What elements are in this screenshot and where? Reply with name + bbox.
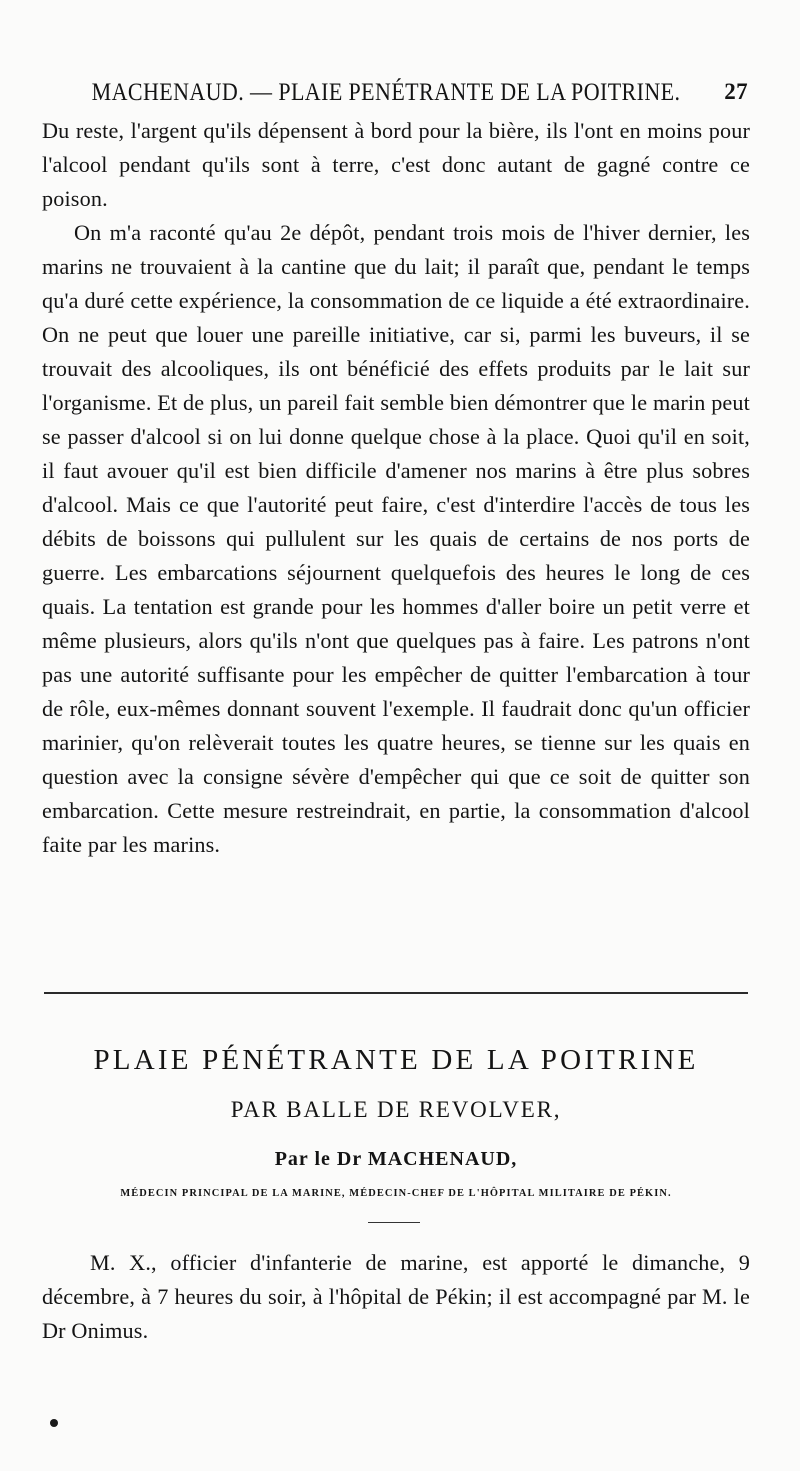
author-byline: Par le Dr MACHENAUD, <box>274 1148 518 1170</box>
previous-article-text <box>42 114 750 862</box>
paragraph-milk-canteen: On m'a raconté qu'au 2e dépôt, pendant trois mois de l'hiver dernier, les marins ne trouvaient à la cantine que du lait; il paraît que, pendant le temps qu'a duré cette expérience, la consommation de ce liquide a été extraordinaire. On ne peut que louer une pareille initiative, car si, parmi les buveurs, il se trouvait des alcooliques, ils ont bénéficié des effets produits par le lait sur l'organisme. Et de plus, un pareil fait semble bien démontrer que le marin peut se passer d'alcool si on lui donne quelque chose à la place. Quoi qu'il en soit, il faut avouer qu'il est bien difficile d'amener nos marins à être plus sobres d'alcool. Mais ce que l'autorité peut faire, c'est d'interdire l'accès de tous les débits de boissons qui pullulent sur les quais de certains de nos ports de guerre. Les embarcations séjournent quelquefois des heures le long de ces quais. La tentation est grande pour les hommes d'aller boire un petit verre et même plusieurs, alors qu'ils n'ont que quelques pas à faire. Les patrons n'ont pas une autorité suffisante pour les empêcher de quitter l'embarcation à tour de rôle, eux-mêmes donnant souvent l'exemple. Il faudrait donc qu'un officier marinier, qu'on relèverait toutes les quatre heures, se tienne sur les quais en question avec la consigne sévère d'empêcher qui que ce soit de quitter son embarcation. Cette mesure restreindrait, en partie, la consommation d'alcool faite par les marins. <box>42 220 750 857</box>
new-article-text <box>42 1246 750 1348</box>
ink-speck <box>50 1419 58 1427</box>
author-affiliation: MÉDECIN PRINCIPAL DE LA MARINE, MÉDECIN-CHEF DE L'HÔPITAL MILITAIRE DE PÉKIN. <box>120 1188 672 1199</box>
section-divider <box>44 992 748 994</box>
running-head-title: MACHENAUD. — PLAIE PENÉTRANTE DE LA POITRINE. <box>91 77 681 106</box>
paragraph-beer-alcohol: Du reste, l'argent qu'ils dépensent à bord pour la bière, ils l'ont en moins pour l'alcool pendant qu'ils sont à terre, c'est donc autant de gagné contre ce poison. <box>42 118 750 211</box>
paragraph-case-intro: M. X., officier d'infanterie de marine, est apporté le dimanche, 9 décembre, à 7 heures du soir, à l'hôpital de Pékin; il est accompagné par M. le Dr Onimus. <box>42 1250 750 1343</box>
running-head <box>64 74 748 110</box>
page-number: 27 <box>724 79 748 104</box>
article-title: PLAIE PÉNÉTRANTE DE LA POITRINE <box>93 1044 699 1076</box>
article-subtitle: PAR BALLE DE REVOLVER, <box>230 1097 562 1122</box>
short-divider <box>368 1222 420 1223</box>
